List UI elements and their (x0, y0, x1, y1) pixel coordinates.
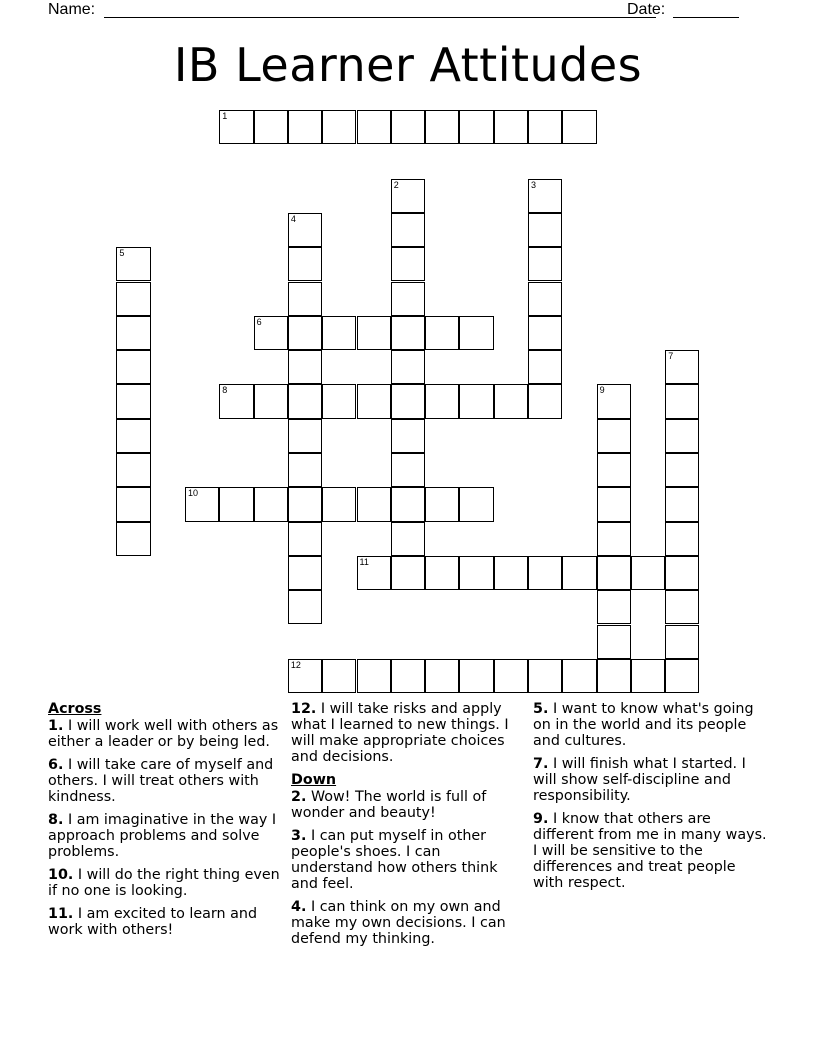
grid-cell[interactable] (665, 590, 699, 624)
grid-cell[interactable] (391, 316, 425, 350)
grid-cell[interactable] (288, 247, 322, 281)
grid-cell[interactable] (116, 282, 150, 316)
grid-cell[interactable] (254, 110, 288, 144)
grid-cell[interactable] (322, 487, 356, 521)
grid-cell[interactable] (357, 316, 391, 350)
grid-cell[interactable] (528, 179, 562, 213)
grid-cell[interactable] (597, 590, 631, 624)
name-label: Name: (48, 1, 96, 18)
clue-down-7: 7. I will finish what I started. I will show self-discipline and responsibility. (533, 756, 746, 804)
grid-cell[interactable] (185, 487, 219, 521)
clue-down-2: 2. Wow! The world is full of wonder and beauty! (291, 789, 487, 821)
grid-cell[interactable] (391, 453, 425, 487)
grid-cell[interactable] (528, 659, 562, 693)
grid-cell[interactable] (631, 659, 665, 693)
grid-cell[interactable] (665, 384, 699, 418)
grid-cell[interactable] (597, 659, 631, 693)
grid-cell[interactable] (219, 110, 253, 144)
grid-cell[interactable] (288, 453, 322, 487)
grid-cell[interactable] (665, 487, 699, 521)
grid-cell[interactable] (391, 247, 425, 281)
clue-across-11: 11. I am excited to learn and work with others! (48, 906, 258, 938)
grid-cell[interactable] (322, 316, 356, 350)
grid-cell[interactable] (665, 625, 699, 659)
clue-across-10: 10. I will do the right thing even if no one is looking. (48, 867, 280, 899)
grid-cell[interactable] (425, 110, 459, 144)
grid-cell[interactable] (665, 556, 699, 590)
cell-number: 3 (531, 179, 537, 190)
grid-cell[interactable] (116, 350, 150, 384)
grid-cell[interactable] (391, 282, 425, 316)
grid-cell[interactable] (391, 522, 425, 556)
grid-cell[interactable] (288, 213, 322, 247)
grid-cell[interactable] (288, 659, 322, 693)
grid-cell[interactable] (288, 282, 322, 316)
grid-cell[interactable] (528, 213, 562, 247)
clues-column-1 (48, 701, 283, 945)
date-label: Date: (627, 1, 666, 18)
grid-cell[interactable] (116, 384, 150, 418)
grid-cell[interactable] (288, 316, 322, 350)
grid-cell[interactable] (425, 487, 459, 521)
grid-cell[interactable] (391, 350, 425, 384)
grid-cell[interactable] (494, 556, 528, 590)
grid-cell[interactable] (219, 384, 253, 418)
grid-cell[interactable] (631, 556, 665, 590)
grid-cell[interactable] (357, 384, 391, 418)
grid-cell[interactable] (288, 384, 322, 418)
cell-number: 2 (393, 179, 399, 190)
grid-cell[interactable] (288, 487, 322, 521)
grid-cell[interactable] (288, 350, 322, 384)
cell-number: 11 (359, 556, 369, 567)
cell-number: 9 (599, 385, 605, 396)
grid-cell[interactable] (665, 522, 699, 556)
grid-cell[interactable] (425, 316, 459, 350)
clue-across-12: 12. I will take risks and apply what I learned to new things. I will make appropriate choices and decisions. (291, 701, 509, 765)
grid-cell[interactable] (116, 247, 150, 281)
grid-cell[interactable] (288, 419, 322, 453)
grid-cell[interactable] (459, 316, 493, 350)
grid-cell[interactable] (116, 316, 150, 350)
grid-cell[interactable] (597, 522, 631, 556)
down-heading: Down (291, 772, 337, 788)
grid-cell[interactable] (288, 590, 322, 624)
clue-across-6: 6. I will take care of myself and others. I will treat others with kindness. (48, 757, 274, 805)
grid-cell[interactable] (459, 556, 493, 590)
grid-cell[interactable] (288, 110, 322, 144)
clue-down-5: 5. I want to know what's going on in the world and its people and cultures. (533, 701, 754, 749)
grid-cell[interactable] (322, 659, 356, 693)
grid-cell[interactable] (288, 556, 322, 590)
grid-cell[interactable] (322, 110, 356, 144)
grid-cell[interactable] (254, 487, 288, 521)
grid-cell[interactable] (665, 659, 699, 693)
grid-cell[interactable] (116, 453, 150, 487)
grid-cell[interactable] (528, 282, 562, 316)
cell-number: 6 (256, 316, 262, 327)
grid-cell[interactable] (357, 659, 391, 693)
grid-cell[interactable] (459, 487, 493, 521)
grid-cell[interactable] (425, 659, 459, 693)
across-heading: Across (48, 701, 102, 717)
cell-number: 10 (188, 488, 199, 499)
cell-number: 4 (290, 213, 296, 224)
grid-cell[interactable] (391, 556, 425, 590)
grid-cell[interactable] (425, 384, 459, 418)
clue-across-1: 1. I will work well with others as either a leader or by being led. (48, 718, 279, 750)
clues-column-2 (291, 701, 526, 954)
grid-cell[interactable] (528, 316, 562, 350)
cell-number: 12 (290, 659, 301, 670)
grid-cell[interactable] (494, 110, 528, 144)
grid-cell[interactable] (357, 556, 391, 590)
grid-cell[interactable] (562, 556, 596, 590)
grid-cell[interactable] (391, 110, 425, 144)
grid-cell[interactable] (254, 384, 288, 418)
grid-cell[interactable] (494, 384, 528, 418)
grid-cell[interactable] (322, 384, 356, 418)
grid-cell[interactable] (391, 419, 425, 453)
grid-cell[interactable] (391, 487, 425, 521)
clues-column-3 (533, 701, 768, 898)
grid-cell[interactable] (665, 350, 699, 384)
grid-cell[interactable] (597, 419, 631, 453)
grid-cell[interactable] (459, 659, 493, 693)
grid-cell[interactable] (116, 487, 150, 521)
grid-cell[interactable] (391, 384, 425, 418)
grid-cell[interactable] (459, 384, 493, 418)
grid-cell[interactable] (528, 384, 562, 418)
grid-cell[interactable] (357, 487, 391, 521)
grid-cell[interactable] (391, 179, 425, 213)
grid-cell[interactable] (665, 419, 699, 453)
grid-cell[interactable] (116, 419, 150, 453)
grid-cell[interactable] (562, 110, 596, 144)
grid-cell[interactable] (562, 659, 596, 693)
clue-across-8: 8. I am imaginative in the way I approach problems and solve problems. (48, 812, 277, 860)
clue-down-4: 4. I can think on my own and make my own decisions. I can defend my thinking. (291, 899, 506, 947)
cell-number: 7 (668, 351, 674, 362)
clue-down-9: 9. I know that others are different from me in many ways. I will be sensitive to the differences and treat people with respect. (533, 811, 767, 891)
grid-cell[interactable] (665, 453, 699, 487)
grid-cell[interactable] (494, 659, 528, 693)
grid-cell[interactable] (254, 316, 288, 350)
grid-cell[interactable] (391, 659, 425, 693)
grid-cell[interactable] (528, 247, 562, 281)
page-title: IB Learner Attitudes (173, 38, 643, 92)
grid-cell[interactable] (597, 556, 631, 590)
grid-cell[interactable] (391, 213, 425, 247)
grid-cell[interactable] (597, 384, 631, 418)
clue-down-3: 3. I can put myself in other people's shoes. I can understand how others think and feel. (291, 828, 498, 892)
grid-cell[interactable] (528, 110, 562, 144)
grid-cell[interactable] (425, 556, 459, 590)
cell-number: 1 (222, 111, 228, 121)
grid-cell[interactable] (528, 350, 562, 384)
grid-cell[interactable] (459, 110, 493, 144)
grid-cell[interactable] (597, 625, 631, 659)
grid-cell[interactable] (219, 487, 253, 521)
cell-number: 8 (222, 385, 228, 396)
grid-cell[interactable] (116, 522, 150, 556)
cell-number: 5 (119, 248, 125, 259)
grid-cell[interactable] (597, 487, 631, 521)
grid-cell[interactable] (597, 453, 631, 487)
grid-cell[interactable] (288, 522, 322, 556)
grid-cell[interactable] (528, 556, 562, 590)
grid-cell[interactable] (357, 110, 391, 144)
